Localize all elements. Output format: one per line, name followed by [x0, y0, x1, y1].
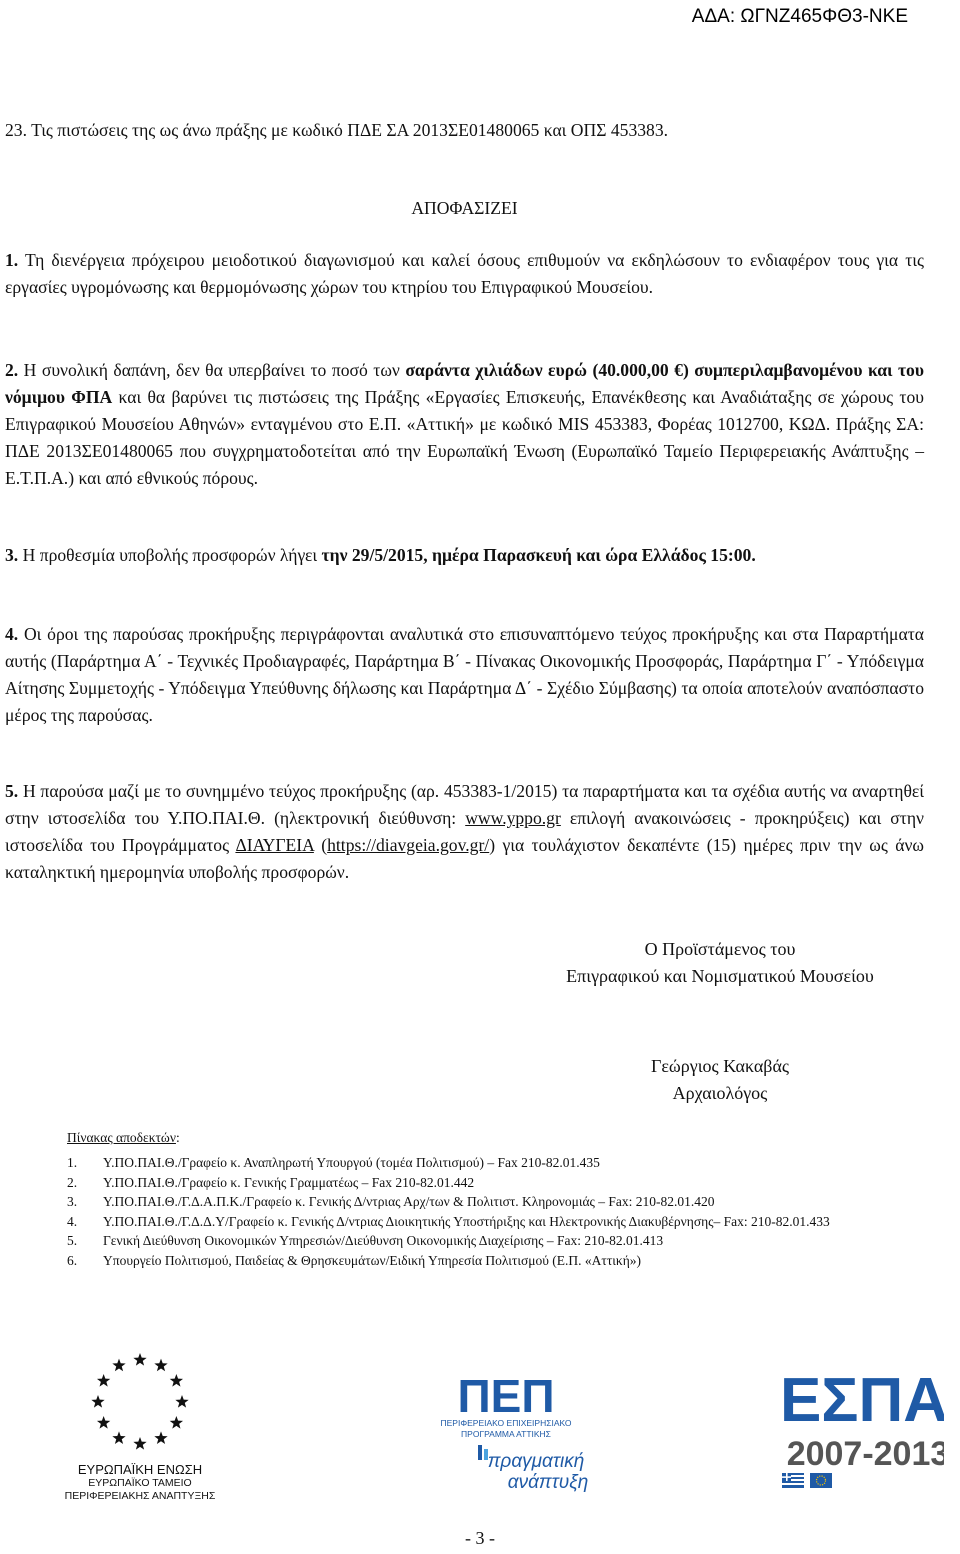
signatory-block [490, 936, 950, 990]
signatory-title: Αρχαιολόγος [672, 1083, 768, 1103]
item-text: Η παρούσα μαζί με το συνημμένο τεύχος προκήρυξης (αρ. 453383-1/2015) τα παραρτήματα και τα σχέδια αυτής να αναρτηθεί στην ιστοσελίδα του Υ.ΠΟ.ΠΑΙ.Θ. (ηλεκτρονική διεύθυνση: [5, 781, 924, 828]
pep-bar-icon [478, 1445, 482, 1460]
recipients-title [67, 1130, 180, 1146]
recipient-text: Υ.ΠΟ.ΠΑΙ.Θ./Γ.Δ.Δ.Υ/Γραφείο κ. Γενικής Δ/ντριας Διοικητικής Υποστήριξης και Ηλεκτρονικής Διακυβέρνησης– Fax: 210-82.01.433 [103, 1213, 830, 1229]
espa-logo [768, 1365, 944, 1495]
decision-heading: ΑΠΟΦΑΣΙΖΕΙ [411, 198, 518, 218]
espa-years: 2007-2013 [786, 1435, 944, 1473]
eu-star-icon [170, 1416, 183, 1429]
item-number: 4. [5, 624, 19, 644]
greek-flag-icon [782, 1473, 804, 1488]
decision-item-3 [5, 542, 924, 569]
eu-star-icon [91, 1395, 104, 1408]
item-text: Τη διενέργεια πρόχειρου μειοδοτικού διαγωνισμού και καλεί όσους επιθυμούν να εκδηλώσουν το ενδιαφέρον τους για τις εργασίες υγρομόνωσης και θερμομόνωσης χώρων του κτηρίου του Επιγραφικού Μουσείου. [5, 250, 924, 297]
recipient-text: Υ.ΠΟ.ΠΑΙ.Θ./Γραφείο κ. Αναπληρωτή Υπουργού (τομέα Πολιτισμού) – Fax 210-82.01.435 [103, 1155, 600, 1170]
recipient-text: Υπουργείο Πολιτισμού, Παιδείας & Θρησκευμάτων/Ειδική Υπηρεσία Πολιτισμού (Ε.Π. «Αττική») [103, 1252, 642, 1268]
decision-item-4 [5, 621, 924, 729]
recipient-number: 1. [67, 1155, 78, 1170]
eu-star-icon [112, 1431, 125, 1444]
pep-logo-graphic [418, 1368, 594, 1498]
pep-logo [418, 1368, 594, 1498]
yppo-link[interactable]: www.yppo.gr [465, 808, 561, 828]
item-number: 5. [5, 781, 19, 801]
decision-item-5 [5, 778, 924, 886]
recipient-item [67, 1192, 927, 1212]
recipient-item [67, 1153, 927, 1173]
item-text: επιλογή ανακοινώσεις - προκηρύξεις) και στην ιστοσελίδα του Προγράμματος [5, 808, 925, 855]
signatory-role: Ο Προϊστάμενος του [644, 939, 796, 959]
diavgeia-label: ΔΙΑΥΓΕΙΑ [235, 835, 314, 855]
signatory-name: Γεώργιος Κακαβάς [650, 1056, 790, 1076]
pep-subtitle-2: ΠΡΟΓΡΑΜΜΑ ΑΤΤΙΚΗΣ [461, 1429, 551, 1439]
eu-star-icon [133, 1353, 146, 1366]
item-text: ) για τουλάχιστον δεκαπέντε (15) ημέρες πριν την ως άνω καταληκτική ημερομηνία υποβολής προσφορών. [5, 835, 924, 882]
pep-tagline-2: ανάπτυξη [507, 1472, 589, 1493]
recipient-item [67, 1173, 927, 1193]
eu-star-icon [154, 1431, 167, 1444]
recipient-item [67, 1251, 927, 1271]
eu-logo-line3: ΠΕΡΙΦΕΡΕΙΑΚΗΣ ΑΝΑΠΤΥΞΗΣ [64, 1490, 216, 1502]
signatory-organization: Επιγραφικού και Νομισματικού Μουσείου [566, 966, 874, 986]
eu-star-icon [97, 1416, 110, 1429]
page-number: - 3 - [465, 1528, 495, 1548]
eu-flag-icon [810, 1473, 832, 1488]
item-text: Η συνολική δαπάνη, δεν θα υπερβαίνει το ποσό των [18, 360, 406, 380]
eu-star-icon [175, 1395, 188, 1408]
diavgeia-link[interactable]: https://diavgeia.gov.gr/ [327, 835, 490, 855]
eu-logo-line1: ΕΥΡΩΠΑΪΚΗ ΕΝΩΣΗ [77, 1462, 203, 1477]
recipient-number: 5. [67, 1233, 78, 1248]
ada-code: ΑΔΑ: ΩΓΝΖ465ΦΘ3-ΝΚΕ [691, 6, 908, 27]
eu-star-icon [154, 1359, 167, 1372]
eu-star-icon [133, 1437, 146, 1450]
item-number: 3. [5, 545, 19, 565]
recipient-number: 2. [67, 1174, 78, 1190]
item-text: Οι όροι της παρούσας προκήρυξης περιγράφονται αναλυτικά στο επισυναπτόμενο τεύχος προκήρυξης και στα Παραρτήματα αυτής (Παράρτημα Α΄ - Τεχνικές Προδιαγραφές, Παράρτημα Β΄ - Πίνακας Οικονομικής Προσφοράς, Παράρτημα Γ΄ - Υπόδειγμα Αίτησης Συμμετοχής - Υπόδειγμα Υπεύθυνης δήλωσης και Παράρτημα Δ΄ - Σχέδιο Σύμβασης) τα οποία αποτελούν αναπόσπαστο μέρος της παρούσας. [5, 624, 924, 725]
recipient-text: Γενική Διεύθυνση Οικονομικών Υπηρεσιών/Διεύθυνση Οικονομικής Διαχείρισης – Fax: 210-82.01.413 [103, 1233, 664, 1248]
signatory-name-block [600, 1053, 840, 1107]
item-number: 1. [5, 250, 19, 270]
espa-logo-graphic [768, 1365, 944, 1495]
pep-tagline-1: πραγματική [487, 1451, 585, 1472]
decision-item-2 [5, 357, 924, 492]
item-text: ( [313, 835, 328, 855]
pep-title: ΠΕΠ [457, 1370, 555, 1422]
recipients-title-colon: : [175, 1130, 180, 1145]
recipients-title-text: Πίνακας αποδεκτών [67, 1130, 176, 1145]
item-text: και θα βαρύνει τις πιστώσεις της Πράξης «Εργασίες Επισκευής, Επανέκθεσης και Αναδιάταξης σε χώρους του Επιγραφικού Μουσείου Αθηνών» ενταγμένου στο Ε.Π. «Αττική» με κωδικό MIS 453383, Φορέας 1012700, ΚΩΔ. Πράξης ΣΑ: ΠΔΕ 2013ΣΕ01480065 που συγχρηματοδοτείται από την Ευρωπαϊκή Ένωση (Ευρωπαϊκό Ταμείο Περιφερειακής Ανάπτυξης – Ε.Τ.Π.Α.) και από εθνικούς πόρους. [5, 387, 924, 488]
recipients-list [67, 1153, 927, 1270]
item-number: 2. [5, 360, 19, 380]
amount-bold: σαράντα χιλιάδων ευρώ (40.000,00 €) συμπεριλαμβανομένου και του νόμιμου ΦΠΑ [5, 360, 924, 407]
recipient-number: 4. [67, 1213, 78, 1229]
eu-star-icon [170, 1374, 183, 1387]
eu-logo [50, 1350, 230, 1503]
eu-star-icon [112, 1359, 125, 1372]
recipient-number: 6. [67, 1252, 78, 1268]
item-text: Η προθεσμία υποβολής προσφορών λήγει [18, 545, 322, 565]
paragraph-23: 23. Τις πιστώσεις της ως άνω πράξης με κωδικό ΠΔΕ ΣΑ 2013ΣΕ01480065 και ΟΠΣ 453383. [5, 120, 669, 140]
recipient-item [67, 1212, 927, 1232]
recipient-number: 3. [67, 1194, 78, 1209]
pep-subtitle-1: ΠΕΡΙΦΕΡΕΙΑΚΟ ΕΠΙΧΕΙΡΗΣΙΑΚΟ [440, 1418, 572, 1428]
recipient-item [67, 1231, 927, 1251]
recipient-text: Υ.ΠΟ.ΠΑΙ.Θ./Γ.Δ.Α.Π.Κ./Γραφείο κ. Γενικής Δ/ντριας Αρχ/των & Πολιτιστ. Κληρονομιάς – Fax: 210-82.01.420 [103, 1194, 715, 1209]
eu-star-icon [97, 1374, 110, 1387]
eu-logo-line2: ΕΥΡΩΠΑΪΚΟ ΤΑΜΕΙΟ [88, 1477, 192, 1489]
eu-stars-icon [80, 1350, 200, 1455]
deadline-bold: την 29/5/2015, ημέρα Παρασκευή και ώρα Ελλάδος 15:00. [321, 545, 756, 565]
recipient-text: Υ.ΠΟ.ΠΑΙ.Θ./Γραφείο κ. Γενικής Γραμματέως – Fax 210-82.01.442 [103, 1174, 475, 1190]
espa-title: ΕΣΠΑ [779, 1366, 944, 1435]
decision-item-1 [5, 247, 924, 301]
